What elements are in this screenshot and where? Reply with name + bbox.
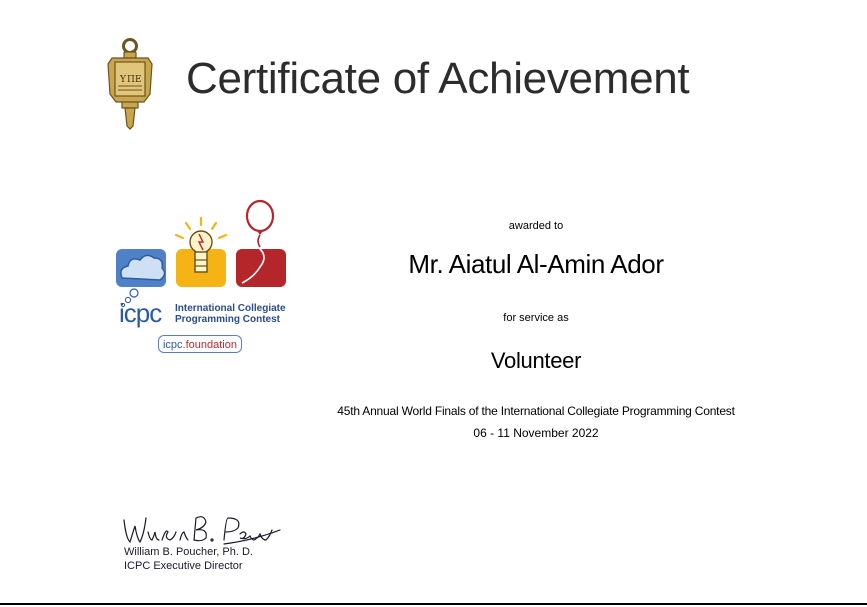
role-title: Volunteer bbox=[490, 348, 582, 373]
event-description: 45th Annual World Finals of the International Collegiate Programming Contest bbox=[337, 404, 735, 418]
honor-society-emblem-icon bbox=[106, 36, 154, 130]
signatory-title: ICPC Executive Director bbox=[124, 559, 243, 572]
foundation-badge bbox=[158, 335, 242, 353]
foundation-site-part: icpc. bbox=[162, 339, 186, 351]
icpc-full-name bbox=[175, 303, 286, 325]
lightbulb-icon bbox=[176, 218, 226, 287]
foundation-site-part: foundation bbox=[185, 339, 237, 351]
certificate-title: Certificate of Achievement bbox=[186, 54, 690, 103]
emblem-letter: E bbox=[135, 75, 142, 85]
emblem-letter: Π bbox=[127, 75, 135, 85]
icpc-name-line: Programming Contest bbox=[175, 314, 281, 325]
icpc-logo bbox=[114, 198, 289, 358]
event-dates: 06 - 11 November 2022 bbox=[473, 426, 599, 440]
signatory-block bbox=[124, 546, 253, 573]
service-label: for service as bbox=[503, 312, 569, 324]
recipient-name: Mr. Aiatul Al-Amin Ador bbox=[408, 249, 664, 279]
awarded-label: awarded to bbox=[508, 220, 564, 232]
emblem-letter: Y bbox=[120, 75, 126, 85]
icpc-name-line: International Collegiate bbox=[175, 303, 286, 314]
balloon-icon bbox=[236, 201, 286, 287]
bottom-divider bbox=[0, 603, 867, 605]
signatory-name: William B. Poucher, Ph. D. bbox=[124, 546, 253, 558]
icpc-acronym: icpc bbox=[119, 298, 162, 328]
signature-image bbox=[120, 510, 282, 550]
